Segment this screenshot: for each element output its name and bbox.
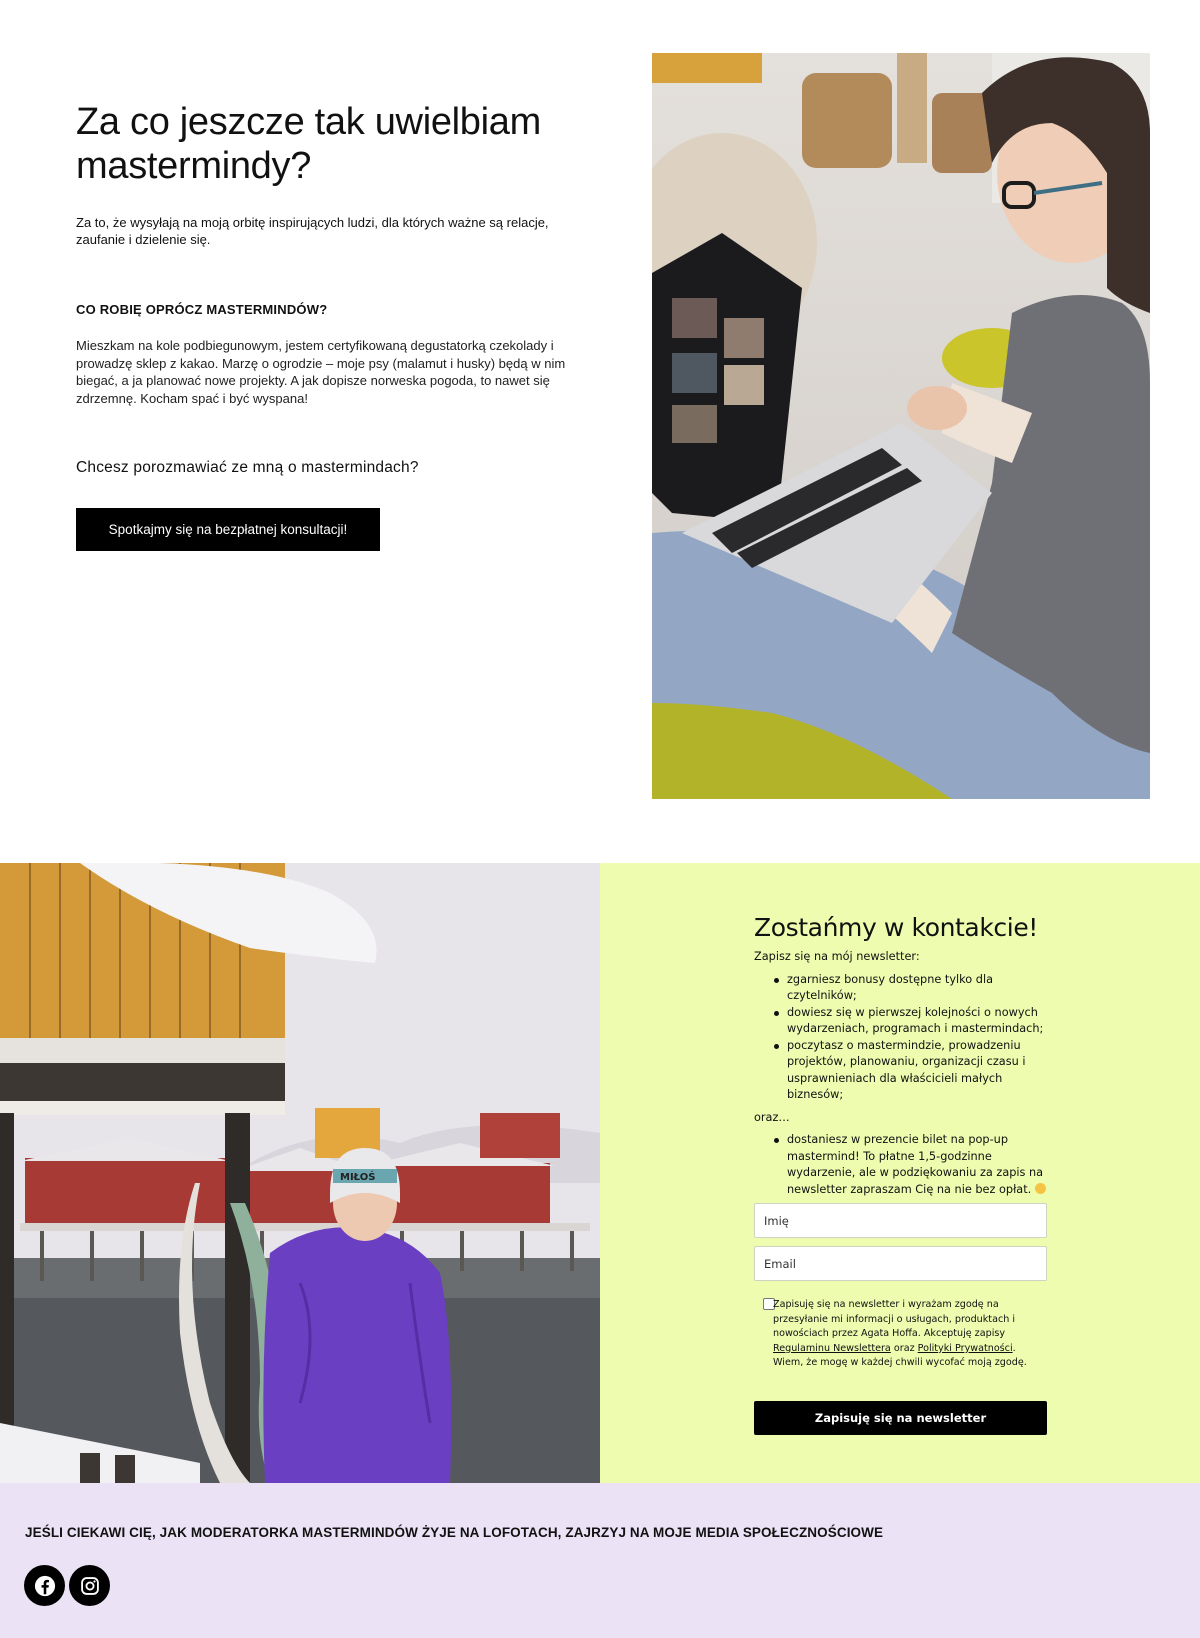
consent-prefix: Zapisuję się na newsletter i wyrażam zgodę na przesyłanie mi informacji o usługach, produktach i nowościach przez Agata Hoffa. Akceptuję zapisy: [773, 1299, 1016, 1340]
benefits-list: [754, 972, 1049, 1104]
newsletter-section: [0, 863, 1200, 1483]
newsletter-panel: [600, 863, 1200, 1483]
and-label: oraz…: [754, 1110, 790, 1124]
social-section: [0, 1483, 1200, 1638]
facebook-link[interactable]: [24, 1565, 65, 1606]
privacy-policy-link[interactable]: Polityki Prywatności: [917, 1342, 1013, 1354]
instagram-link[interactable]: [69, 1565, 110, 1606]
bonus-list: [754, 1132, 1049, 1198]
beanie-text: MIŁOŚ: [340, 1172, 376, 1183]
newsletter-lead: Zapisz się na mój newsletter:: [754, 950, 920, 963]
about-intro: Za to, że wysyłają na moją orbitę inspirujących ludzi, dla których ważne są relacje, zaufanie i dzielenie się.: [76, 215, 549, 247]
newsletter-title: Zostańmy w kontakcie!: [754, 913, 1038, 942]
consent-mid: oraz: [890, 1342, 918, 1354]
about-bio: Mieszkam na kole podbiegunowym, jestem certyfikowaną degustatorką czekolady i prowadzę sklep z kakao. Marzę o ogrodzie – moje psy (malamut i husky) będą w nim biegać, a ja planować nowe projekty. A jak dopisze norweska pogoda, to nawet się zdrzemnę. Kocham spać i być wyspana!: [76, 338, 566, 406]
social-text: JEŚLI CIEKAWI CIĘ, JAK MODERATORKA MASTERMINDÓW ŻYJE NA LOFOTACH, ZAJRZYJ NA MOJE MEDIA SPOŁECZNOŚCIOWE: [25, 1525, 884, 1540]
consultation-button[interactable]: Spotkajmy się na bezpłatnej konsultacji!: [76, 508, 380, 551]
smile-emoji-icon: [1035, 1183, 1046, 1194]
about-question: Chcesz porozmawiać ze mną o mastermindach?: [76, 459, 419, 476]
facebook-icon: [34, 1575, 56, 1597]
consent-suffix: . Wiem, że mogę w każdej chwili wycofać moją zgodę.: [773, 1342, 1027, 1369]
about-title: Za co jeszcze tak uwielbiam mastermindy?: [76, 101, 541, 187]
consent-text: [773, 1298, 1043, 1371]
newsletter-terms-link[interactable]: Regulaminu Newslettera: [773, 1342, 891, 1354]
instagram-icon: [80, 1576, 100, 1596]
list-item: poczytasz o mastermindzie, prowadzeniu projektów, planowaniu, organizacji czasu i usprawnieniach dla właścicieli małych biznesów;: [787, 1038, 1049, 1104]
newsletter-content: [754, 913, 1049, 1204]
bonus-text: dostaniesz w prezencie bilet na pop-up mastermind! To płatne 1,5-godzinne wydarzenie, ale w podziękowaniu za zapis na newsletter zapraszam Cię na nie bez opłat.: [787, 1133, 1044, 1196]
lofoten-portrait-photo: [0, 863, 600, 1483]
email-field[interactable]: [754, 1246, 1047, 1281]
list-item: dowiesz się w pierwszej kolejności o nowych wydarzeniach, programach i mastermindach;: [787, 1005, 1049, 1038]
about-subheading: CO ROBIĘ OPRÓCZ MASTERMINDÓW?: [76, 302, 328, 317]
newsletter-submit-button[interactable]: Zapisuję się na newsletter: [754, 1401, 1047, 1435]
list-item: zgarniesz bonusy dostępne tylko dla czytelników;: [787, 972, 1049, 1005]
woman-laptop-photo: [652, 53, 1150, 799]
list-item: [787, 1132, 1049, 1198]
name-field[interactable]: [754, 1203, 1047, 1238]
